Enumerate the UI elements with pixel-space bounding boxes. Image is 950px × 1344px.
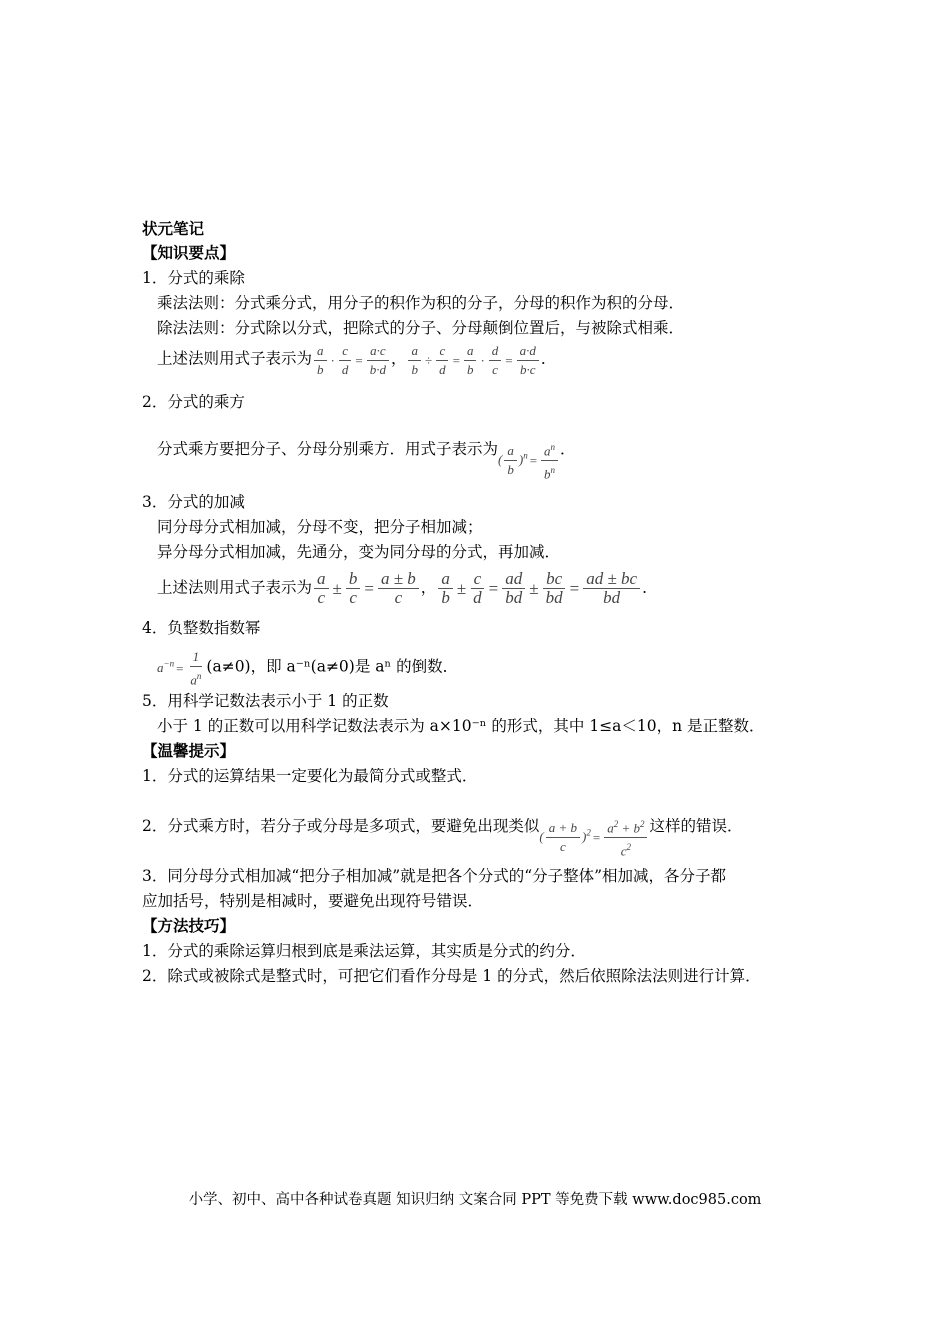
section-heading-methods: 【方法技巧】 xyxy=(142,916,236,935)
formula-prefix: 上述法则用式子表示为 xyxy=(157,349,313,368)
math-negative-exponent: $a^{-n}$ = $\frac{1}{a^n}$ xyxy=(157,649,202,688)
tip-1: 1．分式的运算结果一定要化为最简分式或整式． xyxy=(142,767,478,785)
math-wrong-example: ( a + b c )2 = a2 + b2 c2 xyxy=(539,829,649,844)
math-power: ( a b )n = an bn xyxy=(498,452,560,467)
math-same-denominator: $\frac{a}{c}$ ± $\frac{b}{c}$ = $\frac{a \pm b}{c}$ xyxy=(312,577,421,596)
method-2: 2．除式或被除式是整式时，可把它们看作分母是 1 的分式，然后依照除法法则进行计算． xyxy=(142,967,761,985)
tip-2 xyxy=(142,805,743,859)
tip-3-line-1: 3．同分母分式相加减“把分子相加减”就是把各个分式的“分子整体”相加减，各分子都 xyxy=(142,867,727,885)
multiplication-rule: 乘法法则：分式乘分式，用分子的积作为积的分子，分母的积作为积的分母． xyxy=(157,294,685,312)
power-rule: 分式乘方要把分子、分母分别乘方．用式子表示为 xyxy=(157,439,499,458)
document-title: 状元笔记 xyxy=(142,219,205,238)
formula-power: 分式乘方要把分子、分母分别乘方．用式子表示为$_{( \frac{a}{b} )^n = \frac{a^n}{b^n}}$ ． xyxy=(157,439,576,482)
tip-3-line-2: 应加括号，特别是相减时，要避免出现符号错误． xyxy=(142,892,484,910)
item-4-title: 4．负整数指数幂 xyxy=(142,619,261,637)
formula-negative-exponent xyxy=(157,648,458,689)
method-1: 1．分式的乘除运算归根到底是乘法运算，其实质是分式的约分． xyxy=(142,942,586,960)
division-rule: 除法法则：分式除以分式，把除式的分子、分母颠倒位置后，与被除式相乘． xyxy=(157,319,685,337)
scientific-notation-rule: 小于 1 的正数可以用科学记数法表示为 a×10⁻ⁿ 的形式，其中 1≤a＜10，n 是正整数． xyxy=(157,717,765,735)
math-different-denominator: $\frac{a}{b}$ ± $\frac{c}{d}$ = $\frac{ad}{bd}$ ± $\frac{bc}{bd}$ = $\frac{ad \pm bc}{bd}$ xyxy=(436,577,642,596)
math-mul-div: $\frac{a}{b}$ · $\frac{c}{d}$ = $\frac{a\cdot c}{b\cdot d}$ xyxy=(312,351,391,366)
section-heading-tips: 【温馨提示】 xyxy=(142,741,236,760)
page-footer: 小学、初中、高中各种试卷真题 知识归纳 文案合同 PPT 等免费下载 www.doc985.com xyxy=(188,1192,762,1208)
tip-2-prefix: 2．分式乘方时，若分子或分母是多项式，要避免出现类似 xyxy=(142,816,540,835)
item-5-title: 5．用科学记数法表示小于 1 的正数 xyxy=(142,692,389,710)
item-2-title: 2．分式的乘方 xyxy=(142,393,245,411)
item-1-title: 1．分式的乘除 xyxy=(142,269,245,287)
different-denominator-rule: 异分母分式相加减，先通分，变为同分母的分式，再加减． xyxy=(157,543,561,561)
same-denominator-rule: 同分母分式相加减，分母不变，把分子相加减； xyxy=(157,518,483,536)
negative-exponent-condition: (a≠0)，即 a⁻ⁿ(a≠0)是 aⁿ 的倒数． xyxy=(206,657,459,676)
math-division: $\frac{a}{b}$ ÷ $\frac{c}{d}$ = $\frac{a}{b}$ · $\frac{d}{c}$ = $\frac{a\cdot d}{b\cdot c}$ xyxy=(406,351,540,366)
formula-add-sub: 上述法则用式子表示为 $\frac{a}{c}$ ± $\frac{b}{c}$ = $\frac{a \pm b}{c}$ ， $\frac{a}{b}$ ± $\frac{c}{d}$ = $\frac{ad}{bd}$ ± $\frac{bc}{bd}$ = $\frac{ad \pm bc}{bd}$ ． xyxy=(157,569,658,607)
tip-2-suffix: 这样的错误． xyxy=(649,816,743,835)
formula-prefix-2: 上述法则用式子表示为 xyxy=(157,578,313,597)
section-heading-knowledge: 【知识要点】 xyxy=(142,243,236,262)
item-3-title: 3．分式的加减 xyxy=(142,493,245,511)
formula-mul-div: 上述法则用式子表示为 $\frac{a}{b}$ · $\frac{c}{d}$ = $\frac{a\cdot c}{b\cdot d}$ ， $\frac{a}{b}$ ÷ $\frac{c}{d}$ = $\frac{a}{b}$ · $\frac{d}{c}$ = $\frac{a\cdot d}{b\cdot c}$ ． xyxy=(157,343,557,377)
